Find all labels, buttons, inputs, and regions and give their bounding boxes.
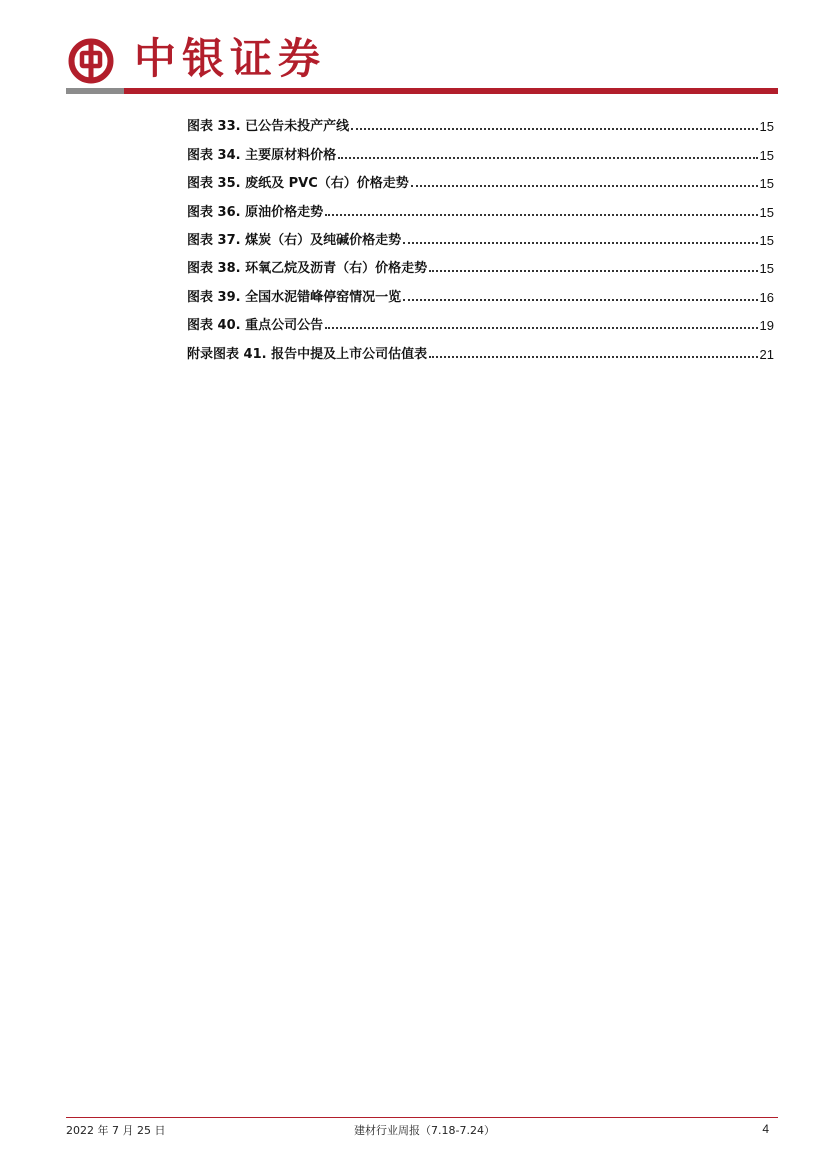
toc-entry-page: 19 <box>759 318 774 334</box>
toc-entry-title: 图表 40. 重点公司公告 <box>187 318 324 334</box>
toc-dot-leader <box>429 270 757 272</box>
bank-of-china-logo-icon <box>68 38 114 84</box>
toc-entry-title: 图表 39. 全国水泥错峰停窑情况一览 <box>187 289 402 305</box>
toc-entry[interactable] <box>187 333 774 361</box>
toc-entry-title: 附录图表 41. 报告中提及上市公司估值表 <box>187 346 428 362</box>
toc-entry[interactable] <box>187 220 774 248</box>
toc-entry-page: 15 <box>759 204 774 220</box>
header-rule-red <box>124 88 778 94</box>
toc-dot-leader <box>403 242 757 244</box>
footer-date: 2022 年 7 月 25 日 <box>66 1124 166 1137</box>
toc-entry-page: 15 <box>759 147 774 163</box>
toc-entry-page: 21 <box>759 346 774 362</box>
footer-report-title: 建材行业周报（7.18-7.24） <box>354 1124 495 1137</box>
toc-entry-title: 图表 38. 环氧乙烷及沥青（右）价格走势 <box>187 261 428 277</box>
toc-entry-title: 图表 35. 废纸及 PVC（右）价格走势 <box>187 176 409 192</box>
toc-entry-title: 图表 37. 煤炭（右）及纯碱价格走势 <box>187 232 402 248</box>
toc-entry[interactable] <box>187 191 774 219</box>
footer-page-number: 4 <box>762 1122 769 1136</box>
toc-entry[interactable] <box>187 276 774 304</box>
toc-entry-page: 15 <box>759 261 774 277</box>
toc-dot-leader <box>325 214 757 216</box>
brand-name: 中银证券 <box>134 34 327 83</box>
toc-dot-leader <box>351 128 757 130</box>
toc-entry[interactable] <box>187 163 774 191</box>
toc-entry-title: 图表 34. 主要原材料价格 <box>187 147 337 163</box>
table-of-figures <box>187 106 774 362</box>
toc-entry-page: 15 <box>759 176 774 192</box>
toc-entry-title: 图表 33. 已公告未投产产线 <box>187 119 350 135</box>
toc-dot-leader <box>403 299 757 301</box>
toc-entry-title: 图表 36. 原油价格走势 <box>187 204 324 220</box>
toc-entry-page: 15 <box>759 119 774 135</box>
footer-rule <box>66 1117 778 1118</box>
toc-entry-page: 15 <box>759 232 774 248</box>
toc-entry[interactable] <box>187 106 774 134</box>
toc-entry[interactable] <box>187 305 774 333</box>
toc-dot-leader <box>338 157 757 159</box>
toc-dot-leader <box>429 356 757 358</box>
page-header <box>0 0 827 96</box>
toc-entry[interactable] <box>187 248 774 276</box>
toc-entry-page: 16 <box>759 289 774 305</box>
toc-entry[interactable] <box>187 134 774 162</box>
toc-dot-leader <box>411 185 758 187</box>
toc-dot-leader <box>325 327 757 329</box>
header-rule-gray <box>66 88 124 94</box>
